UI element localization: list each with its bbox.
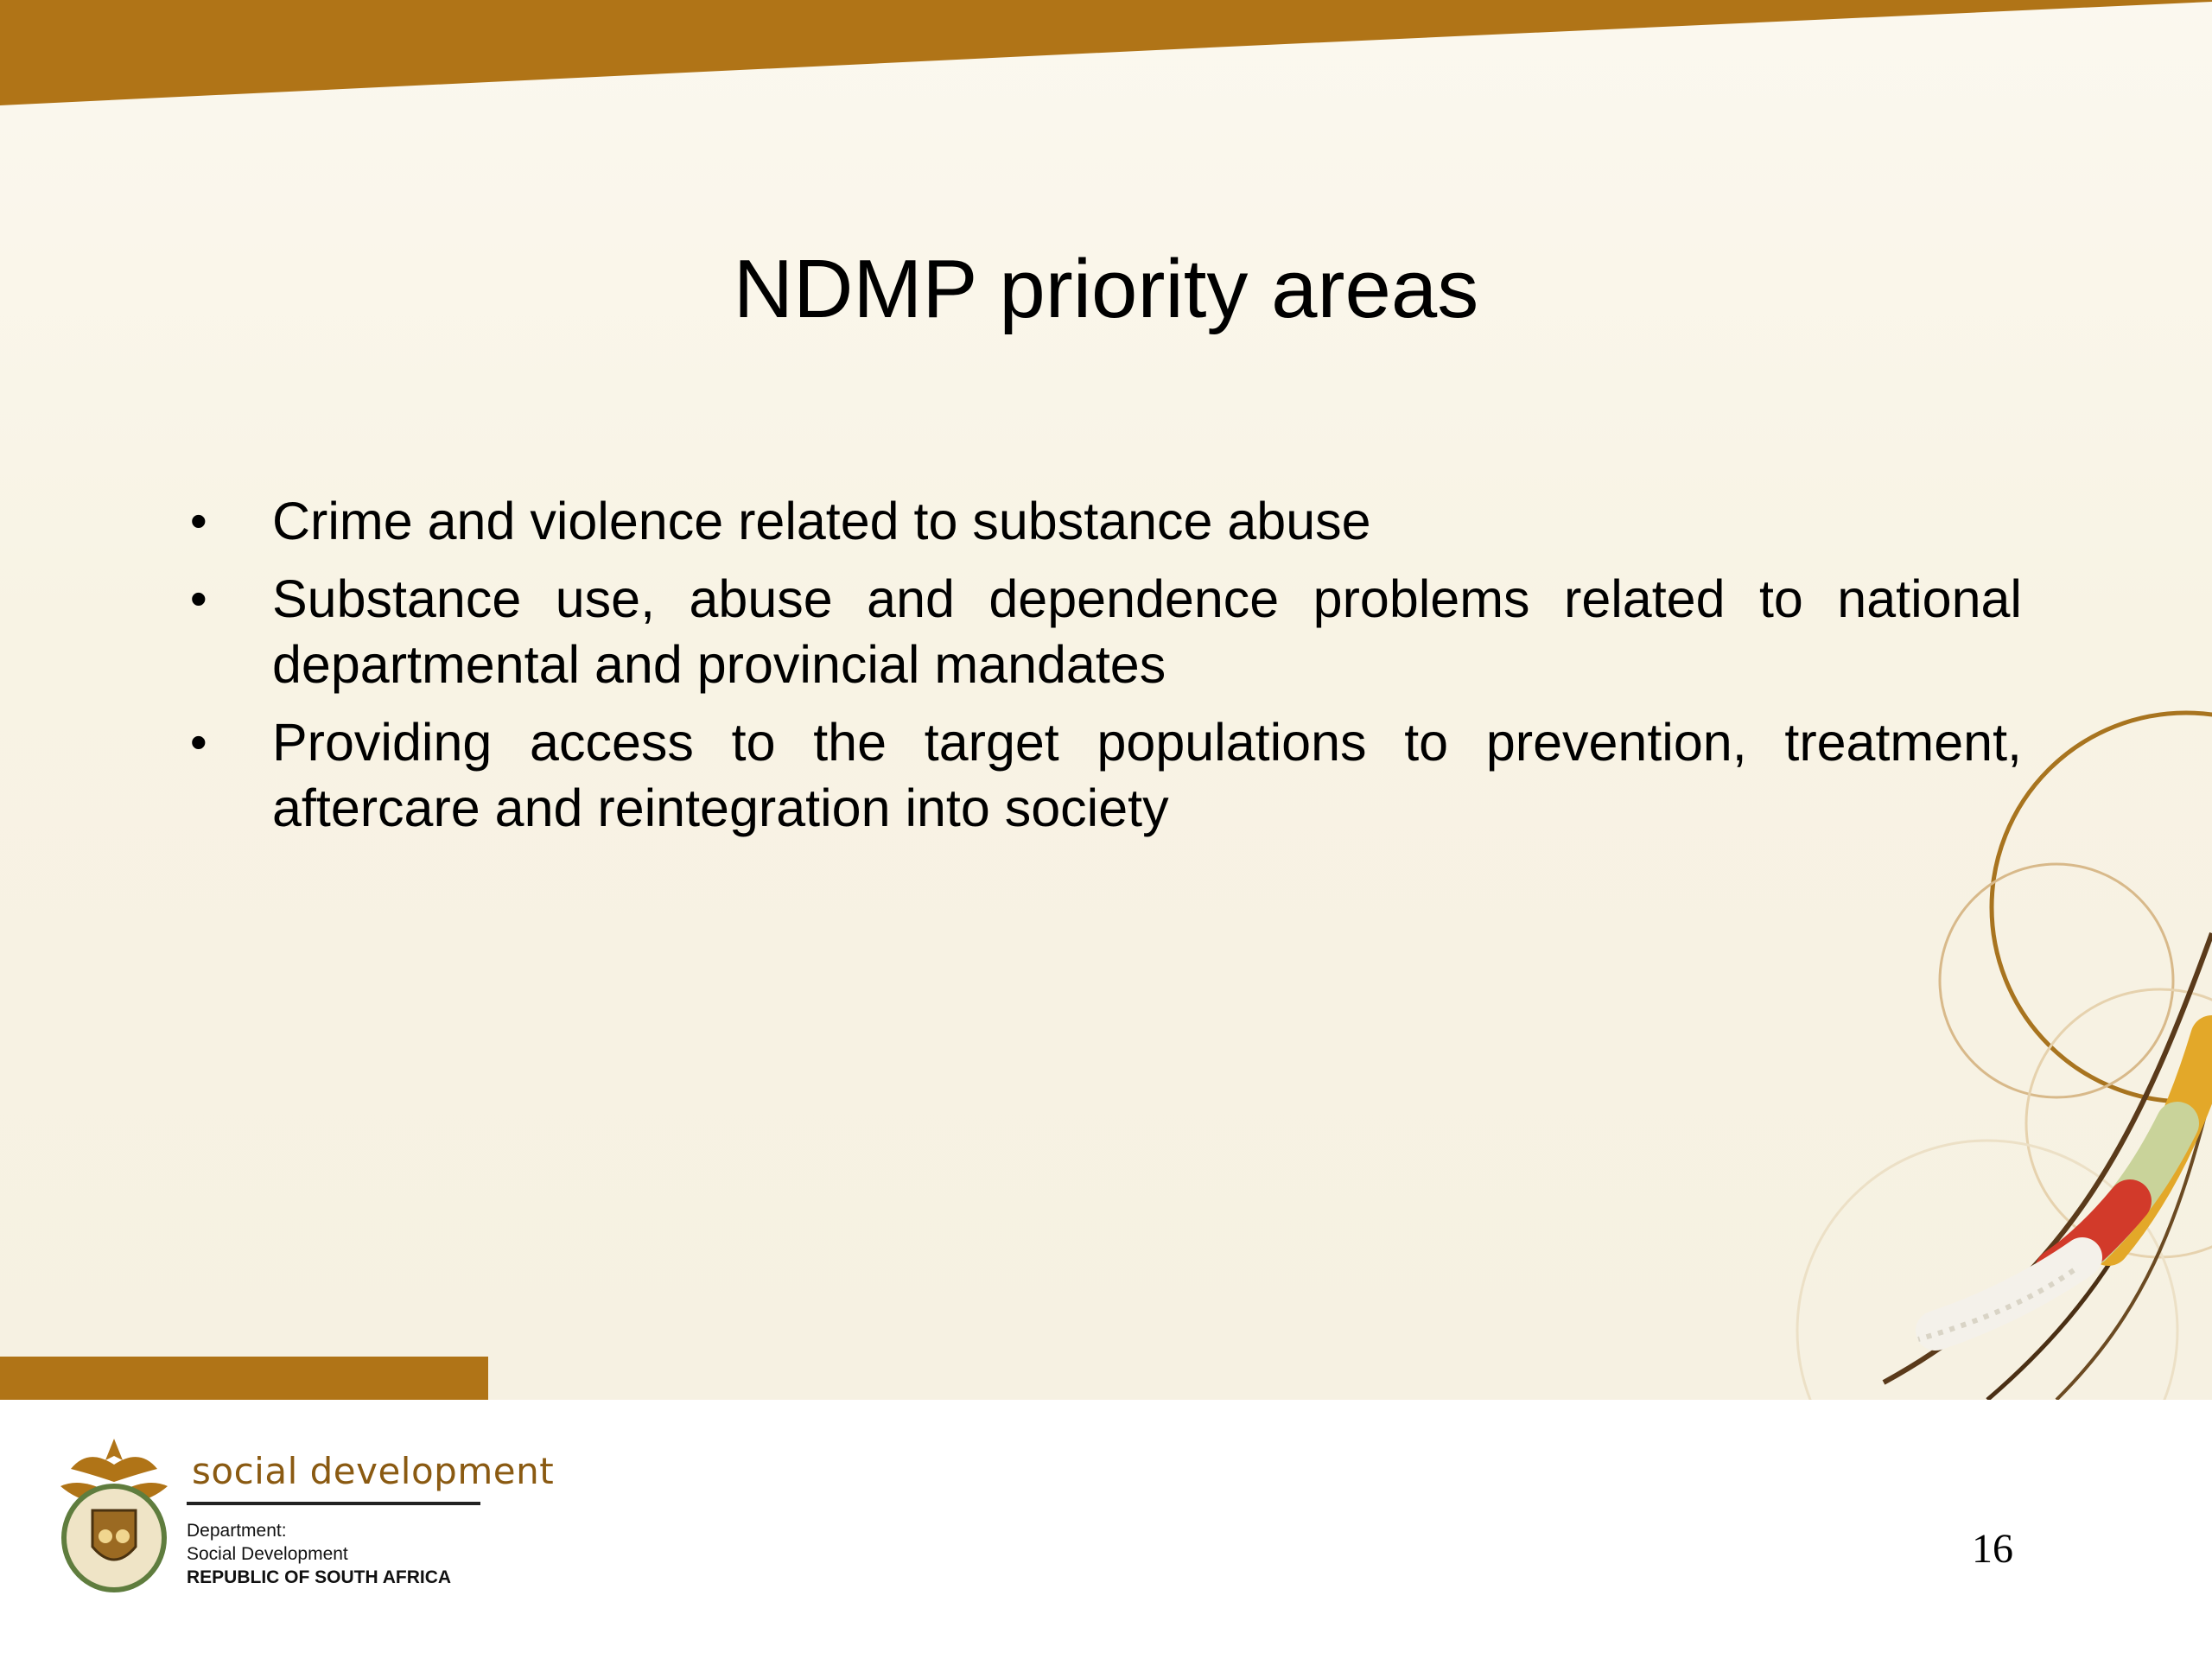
bullet-text: Crime and violence related to substance abuse bbox=[272, 492, 1371, 550]
brand-divider bbox=[187, 1502, 480, 1505]
slide-title: NDMP priority areas bbox=[733, 243, 1479, 335]
department-label: Department: bbox=[187, 1521, 287, 1541]
page-number: 16 bbox=[1972, 1526, 2013, 1572]
bullet-item bbox=[173, 488, 2022, 554]
country-name: REPUBLIC OF SOUTH AFRICA bbox=[187, 1567, 452, 1587]
bullet-marker: • bbox=[190, 715, 207, 769]
beaded-necklace-decoration bbox=[1624, 674, 2212, 1400]
footer bbox=[0, 1400, 2212, 1659]
coat-of-arms-logo bbox=[54, 1434, 175, 1594]
brand-name: social development bbox=[192, 1450, 555, 1492]
department-name: Social Development bbox=[187, 1544, 348, 1564]
top-accent-band bbox=[0, 0, 2212, 112]
bullet-text: Substance use, abuse and dependence problems related to national departmental and provincial mandates bbox=[272, 569, 2022, 694]
bullet-text: Providing access to the target populations to prevention, treatment, aftercare and reintegration into society bbox=[272, 713, 2022, 837]
bullet-marker: • bbox=[190, 493, 207, 548]
footer-accent-bar bbox=[0, 1357, 488, 1400]
bullet-marker: • bbox=[190, 571, 207, 626]
